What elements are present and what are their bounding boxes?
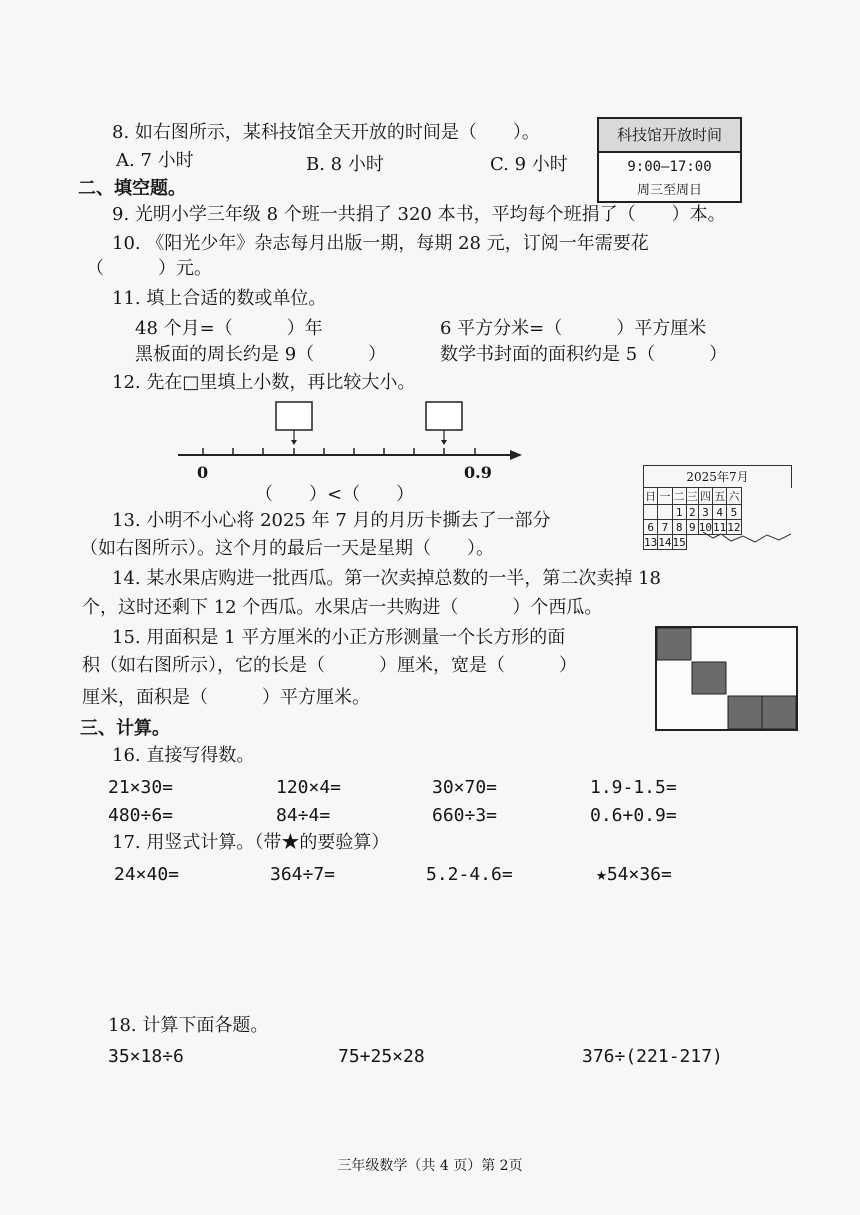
q8-option-a[interactable]: A. 7 小时 <box>116 150 194 171</box>
calendar-day-cell: 12 <box>727 520 741 534</box>
answer-box-1 <box>276 402 312 430</box>
q16-text: 16. 直接写得数。 <box>112 745 255 766</box>
calendar-day-cell: 3 <box>698 505 712 520</box>
page-footer: 三年级数学（共 4 页）第 2页 <box>337 1158 523 1174</box>
q17-item: 364÷7= <box>270 864 336 885</box>
q16-item: 120×4= <box>276 777 342 798</box>
section-calculation-heading: 三、计算。 <box>80 718 170 739</box>
sign-title: 科技馆开放时间 <box>599 119 740 153</box>
q12-compare: （ ）<（ ） <box>255 484 415 505</box>
q12-text: 12. 先在□里填上小数，再比较大小。 <box>112 372 416 393</box>
calendar-day-cell <box>644 505 658 520</box>
q11-blank-a: 48 个月=（ ）年 <box>135 318 323 339</box>
q17-item: 5.2-4.6= <box>426 864 513 885</box>
area-measure-diagram <box>655 626 799 732</box>
q10-line1: 10. 《阳光少年》杂志每月出版一期，每期 28 元，订阅一年需要花 <box>112 233 649 254</box>
calendar-day-cell: 13 <box>644 535 658 549</box>
torn-edge <box>703 532 793 554</box>
q18-item: 35×18÷6 <box>108 1046 184 1067</box>
calendar-day-cell: 9 <box>686 520 698 535</box>
calendar-day-cell: 2 <box>686 505 698 520</box>
q16-item: 84÷4= <box>276 805 331 826</box>
sign-days: 周三至周日 <box>636 183 702 198</box>
q8-option-c[interactable]: C. 9 小时 <box>490 154 568 175</box>
q11-text: 11. 填上合适的数或单位。 <box>112 288 327 309</box>
q13-line2: （如右图所示）。这个月的最后一天是星期（ ）。 <box>80 538 494 559</box>
answer-box-2 <box>426 402 462 430</box>
q17-item: 24×40= <box>114 864 180 885</box>
calendar-day-cell: 15 <box>672 535 686 549</box>
q16-item: 30×70= <box>432 777 498 798</box>
calendar-day-cell <box>658 505 672 520</box>
q15-line2: 积（如右图所示），它的长是（ ）厘米，宽是（ ） <box>82 655 577 676</box>
calendar-header-cell: 五 <box>713 488 727 505</box>
calendar-header-cell: 二 <box>672 488 686 505</box>
q11-blank-b: 6 平方分米=（ ）平方厘米 <box>440 318 707 339</box>
q16-item: 480÷6= <box>108 805 174 826</box>
calendar-header-cell: 四 <box>698 488 712 505</box>
q11-blank-d: 数学书封面的面积约是 5（ ） <box>440 344 728 365</box>
calendar-day-cell: 1 <box>672 505 686 520</box>
q11-blank-c: 黑板面的周长约是 9（ ） <box>135 344 387 365</box>
q15-line3: 厘米，面积是（ ）平方厘米。 <box>82 687 370 708</box>
number-line-end-label: 0.9 <box>464 463 492 482</box>
q17-item: ★54×36= <box>596 864 672 885</box>
q16-item: 1.9-1.5= <box>590 777 677 798</box>
calendar-title: 2025年7月 <box>643 465 792 488</box>
q17-text: 17. 用竖式计算。（带★的要验算） <box>112 832 390 853</box>
q16-item: 21×30= <box>108 777 174 798</box>
calendar-day-cell: 6 <box>644 520 658 535</box>
calendar-day-cell: 10 <box>698 520 712 534</box>
q15-line1: 15. 用面积是 1 平方厘米的小正方形测量一个长方形的面 <box>112 627 566 648</box>
q18-text: 18. 计算下面各题。 <box>108 1015 269 1036</box>
sign-hours: 9:00—17:00 <box>627 159 712 175</box>
q16-item: 0.6+0.9= <box>590 805 677 826</box>
q16-item: 660÷3= <box>432 805 498 826</box>
q14-line1: 14. 某水果店购进一批西瓜。第一次卖掉总数的一半，第二次卖掉 18 <box>112 568 661 589</box>
calendar-header-cell: 日 <box>644 488 658 505</box>
q13-line1: 13. 小明不小心将 2025 年 7 月的月历卡撕去了一部分 <box>112 510 551 531</box>
opening-hours-sign <box>597 117 742 203</box>
calendar-day-cell: 4 <box>713 505 727 520</box>
q8-option-b[interactable]: B. 8 小时 <box>306 154 384 175</box>
q14-line2: 个，这时还剩下 12 个西瓜。水果店一共购进（ ）个西瓜。 <box>82 597 603 618</box>
calendar-day-cell: 14 <box>658 535 672 549</box>
calendar-day-cell: 7 <box>658 520 672 535</box>
calendar-day-cell: 8 <box>672 520 686 535</box>
q18-item: 376÷(221-217) <box>582 1046 723 1067</box>
calendar-day-cell: 5 <box>727 505 741 520</box>
number-line <box>170 398 530 468</box>
calendar-day-cell: 11 <box>713 520 727 534</box>
q18-item: 75+25×28 <box>338 1046 425 1067</box>
calendar-header-cell: 六 <box>727 488 741 505</box>
q8-text: 8. 如右图所示，某科技馆全天开放的时间是（ ）。 <box>112 122 540 143</box>
calendar-header-cell: 一 <box>658 488 672 505</box>
calendar-header-cell: 三 <box>686 488 698 505</box>
q10-line2: （ ）元。 <box>86 258 212 279</box>
section-fill-in-heading: 二、填空题。 <box>78 178 186 199</box>
q9-text: 9. 光明小学三年级 8 个班一共捐了 320 本书，平均每个班捐了（ ）本。 <box>112 204 726 225</box>
calendar-torn-cell <box>686 535 698 550</box>
number-line-start-label: 0 <box>197 463 209 482</box>
